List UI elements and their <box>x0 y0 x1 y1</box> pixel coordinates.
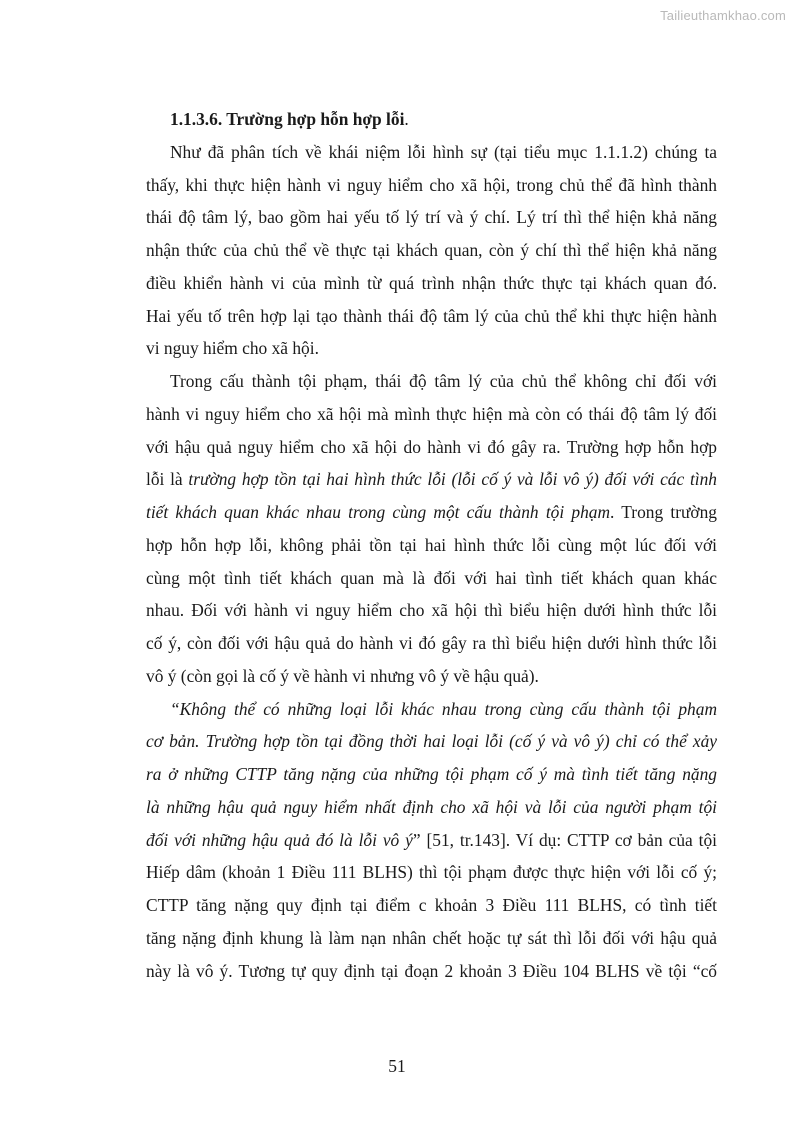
para2-line: vô ý (còn gọi là cố ý về hành vi nhưng vô ý về hậu quả). <box>146 665 539 686</box>
para2-line <box>146 496 717 529</box>
quote-line <box>146 824 717 857</box>
para1-line: điều khiển hành vi của mình từ quá trình nhận thức thực tại khách quan đó. <box>146 272 717 293</box>
para3-line: CTTP tăng nặng quy định tại điểm c khoản 3 Điều 111 BLHS, có tình tiết <box>146 895 717 915</box>
para2-text: lỗi là <box>146 469 189 490</box>
citation-text: ” [51, tr.143]. Ví dụ: CTTP cơ bản của tội <box>412 829 717 850</box>
para2-line: Trong cấu thành tội phạm, thái độ tâm lý của chủ thể không chỉ đối với <box>170 371 717 391</box>
section-heading <box>146 103 717 136</box>
quote-italic: đối với những hậu quả đó là lỗi vô ý <box>146 829 413 850</box>
para2-line: hành vi nguy hiểm cho xã hội mà mình thực hiện mà còn có thái độ tâm lý đối <box>146 403 717 424</box>
para2-line: với hậu quả nguy hiểm cho xã hội do hành vi đó gây ra. Trường hợp hỗn hợp <box>146 436 717 457</box>
document-body <box>146 103 717 987</box>
para2-line <box>146 463 717 496</box>
para3-line: tăng nặng định khung là làm nạn nhân chết hoặc tự sát thì lỗi đối với hậu quả <box>146 927 717 948</box>
para3-line: Hiếp dâm (khoản 1 Điều 111 BLHS) thì tội phạm được thực hiện với lỗi cố ý; <box>146 862 717 883</box>
para1-line: Như đã phân tích về khái niệm lỗi hình sự (tại tiểu mục 1.1.1.2) chúng ta <box>170 141 717 162</box>
quote-line: ra ở những CTTP tăng nặng của những tội phạm cố ý mà tình tiết tăng nặng <box>146 764 717 784</box>
section-heading-period: . <box>404 109 409 129</box>
para2-line: cùng một tình tiết khách quan mà là đối với hai tình tiết khách quan khác <box>146 567 717 588</box>
watermark: Tailieuthamkhao.com <box>660 8 786 23</box>
para3-line: này là vô ý. Tương tự quy định tại đoạn 2 khoản 3 Điều 104 BLHS về tội “cố <box>146 960 717 981</box>
para2-line: nhau. Đối với hành vi nguy hiểm cho xã hội thì biểu hiện dưới hình thức lỗi <box>146 600 717 621</box>
para1-line: vi nguy hiểm cho xã hội. <box>146 338 319 359</box>
definition-italic: trường hợp tồn tại hai hình thức lỗi (lỗi cố ý và lỗi vô ý) đối với các tình <box>188 469 717 490</box>
quote-line: “Không thể có những loại lỗi khác nhau trong cùng cấu thành tội phạm <box>170 698 717 719</box>
definition-italic: tiết khách quan khác nhau trong cùng một cấu thành tội phạm <box>146 502 611 522</box>
para1-line: thấy, khi thực hiện hành vi nguy hiểm cho xã hội, trong chủ thể đã hình thành <box>146 174 717 195</box>
para1-line: Hai yếu tố trên hợp lại tạo thành thái độ tâm lý của chủ thể khi thực hiện hành <box>146 305 717 326</box>
para2-text: . Trong trường <box>610 502 717 522</box>
para2-line: hợp hỗn hợp lỗi, không phải tồn tại hai hình thức lỗi cùng một lúc đối với <box>146 534 717 555</box>
quote-line: là những hậu quả nguy hiểm nhất định cho xã hội và lỗi của người phạm tội <box>146 796 717 817</box>
para2-line: cố ý, còn đối với hậu quả do hành vi đó gây ra thì biểu hiện dưới hình thức lỗi <box>146 633 717 653</box>
quote-line: cơ bản. Trường hợp tồn tại đồng thời hai loại lỗi (cố ý và vô ý) chỉ có thể xảy <box>146 731 717 752</box>
para1-line: nhận thức của chủ thể về thực tại khách quan, còn ý chí thì thể hiện khả năng <box>146 240 717 260</box>
page-number: 51 <box>388 1056 406 1076</box>
para1-line: thái độ tâm lý, bao gồm hai yếu tố lý trí và ý chí. Lý trí thì thể hiện khả năng <box>146 207 717 228</box>
section-heading-text: 1.1.3.6. Trường hợp hỗn hợp lỗi <box>170 109 405 129</box>
